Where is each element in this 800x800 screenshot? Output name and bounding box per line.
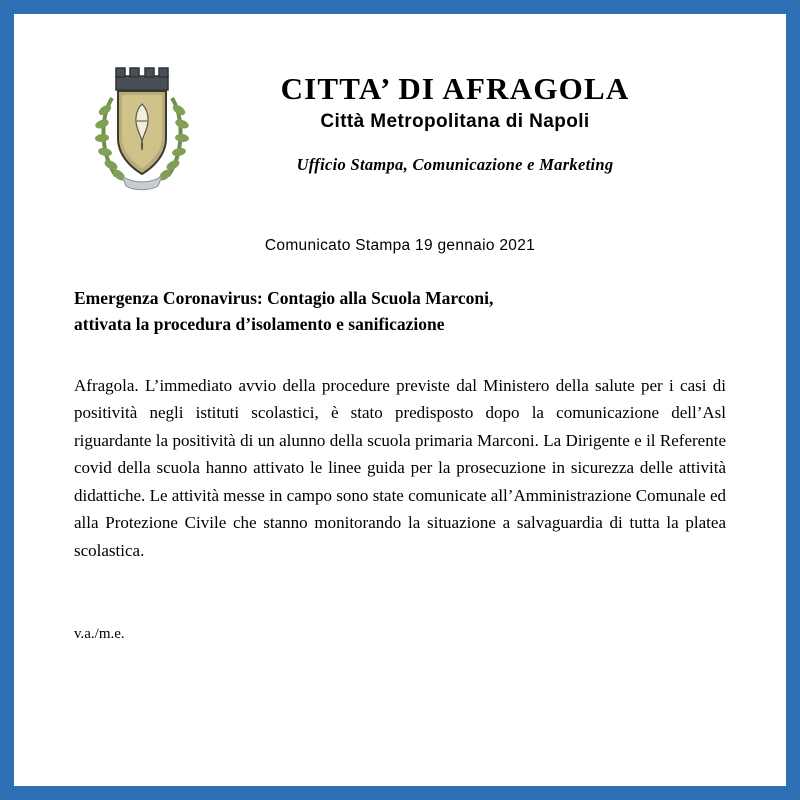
headline-line-1: Emergenza Coronavirus: Contagio alla Scuola Marconi,	[74, 288, 494, 308]
press-release-date: Comunicato Stampa 19 gennaio 2021	[264, 237, 536, 254]
page-subtitle: Città Metropolitana di Napoli	[320, 110, 590, 132]
coat-of-arms-icon	[92, 58, 192, 193]
document-header	[72, 54, 728, 193]
headline	[72, 285, 728, 338]
body-paragraph: Afragola. L’immediato avvio della procedure previste dal Ministero della salute per i casi di positività negli istituti scolastici, è stato predisposto dopo la comunicazione dell’Asl riguardante la positività di un alunno della scuola primaria Marconi. La Dirigente e il Referente covid della scuola hanno attivato le linee guida per la prosecuzione in sicurezza delle attività didattiche. Le attività messe in campo sono state comunicate all’Amministrazione Comunale ed alla Protezione Civile che stanno monitorando la situazione a salvaguardia di tutta la platea scolastica.	[74, 375, 726, 560]
page-title: CITTA’ DI AFRAGOLA	[280, 71, 630, 106]
header-text-block	[192, 54, 728, 175]
office-line: Ufficio Stampa, Comunicazione e Marketing	[296, 154, 614, 174]
press-release-sheet	[14, 14, 786, 786]
headline-line-2: attivata la procedura d’isolamento e sanificazione	[74, 314, 445, 335]
signature: v.a./m.e.	[74, 626, 125, 643]
